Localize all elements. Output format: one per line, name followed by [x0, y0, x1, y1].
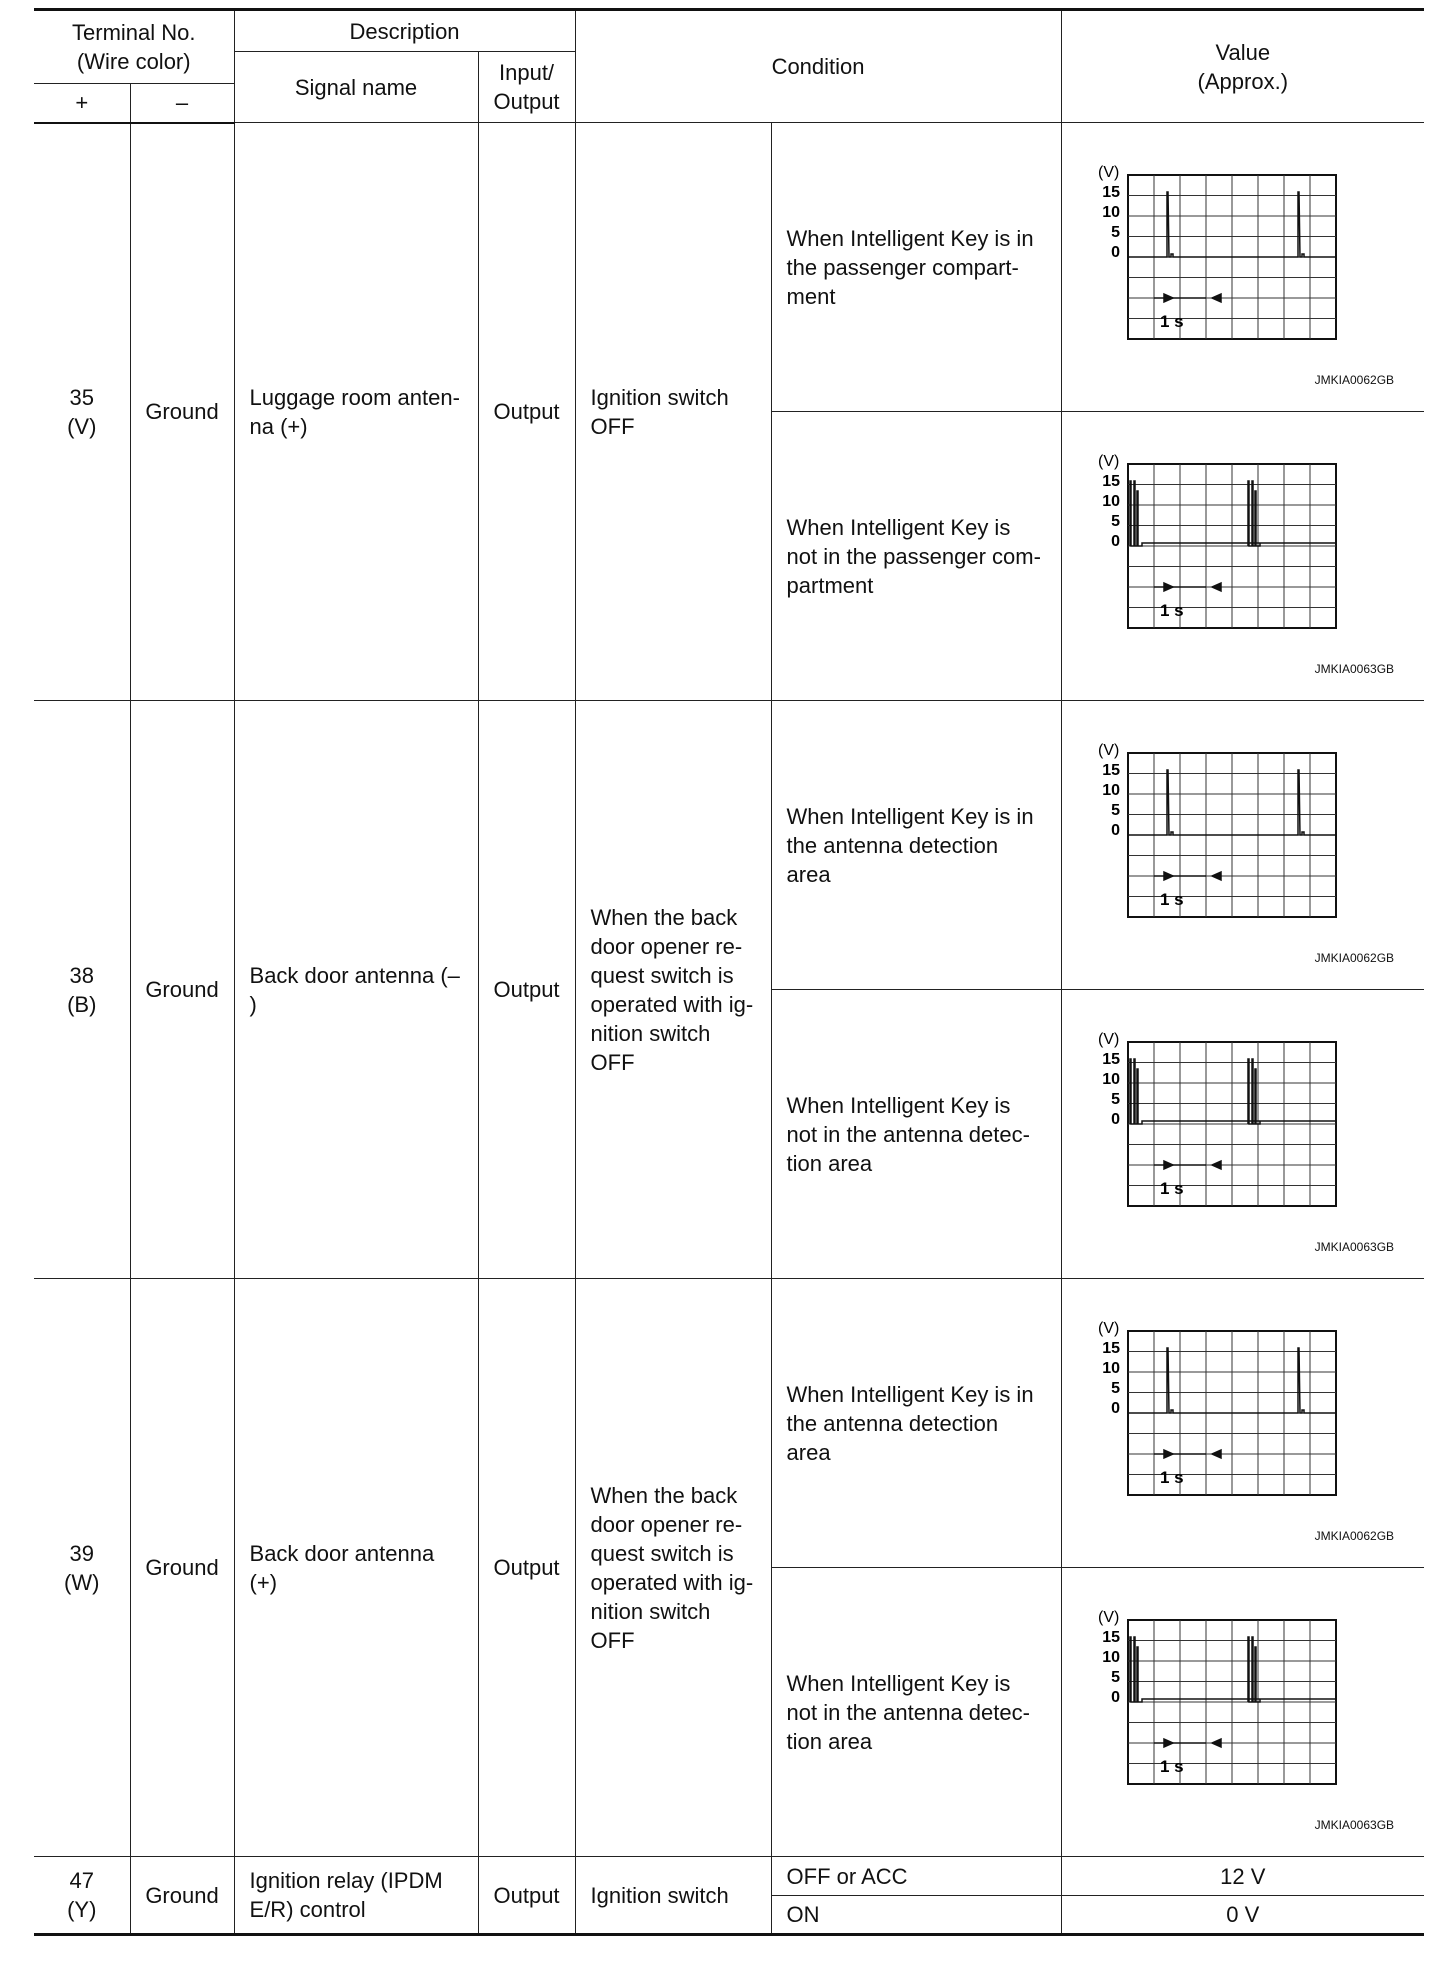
tick-label: 15: [1101, 762, 1120, 779]
sub-condition-line: ment: [786, 283, 836, 309]
tick-label: 10: [1101, 493, 1120, 510]
io-cell: Output: [478, 1857, 575, 1935]
waveform-cell: [1061, 1279, 1424, 1568]
terminal-no-header: [34, 10, 234, 84]
minus-header: –: [130, 84, 234, 123]
sub-condition-cell: [771, 990, 1061, 1279]
terminal-number: 47: [69, 1868, 94, 1893]
condition-cell: [575, 701, 771, 1279]
signal-name-line: Back door antenna (–: [249, 962, 460, 988]
ground-cell: Ground: [130, 1857, 234, 1935]
tick-label: 10: [1101, 782, 1120, 799]
tick-label: 10: [1101, 1649, 1120, 1666]
figure-code: JMKIA0063GB: [1314, 1240, 1395, 1254]
tick-label: 0: [1110, 1111, 1120, 1128]
waveform-figure: [1094, 1030, 1344, 1212]
condition-line: When the back: [590, 1482, 738, 1508]
signal-name-cell: [234, 701, 478, 1279]
ground-cell: Ground: [130, 701, 234, 1279]
waveform-trace: [1130, 1637, 1336, 1702]
signal-name-line: ): [249, 991, 257, 1017]
sub-condition-line: When Intelligent Key is in: [786, 1381, 1034, 1407]
sub-condition-cell: [771, 123, 1061, 412]
sub-condition-line: not in the antenna detec-: [786, 1121, 1030, 1147]
signal-name-cell: [234, 1857, 478, 1935]
voltage-value-cell: 12 V: [1061, 1857, 1424, 1896]
condition-line: operated with ig-: [590, 1569, 754, 1595]
table-row: [34, 701, 1424, 990]
tick-label: 15: [1101, 1051, 1120, 1068]
condition-line: quest switch is: [590, 1540, 734, 1566]
tick-label: 15: [1101, 1629, 1120, 1646]
time-scale-label: 1 s: [1159, 601, 1184, 620]
condition-cell: [575, 1279, 771, 1857]
tick-label: 0: [1110, 1400, 1120, 1417]
unit-label: (V): [1097, 742, 1119, 759]
time-scale-label: 1 s: [1159, 1179, 1184, 1198]
waveform-figure: [1094, 1608, 1344, 1790]
sub-condition-line: tion area: [786, 1150, 873, 1176]
sub-condition-line: the passenger compart-: [786, 254, 1019, 280]
wire-color: (Y): [67, 1897, 97, 1922]
terminal-number: 38: [69, 962, 94, 988]
io-label-2: Output: [493, 89, 560, 114]
condition-line: door opener re-: [590, 1511, 743, 1537]
io-cell: Output: [478, 701, 575, 1279]
ground-cell: Ground: [130, 1279, 234, 1857]
signal-name-line: (+): [249, 1569, 278, 1595]
tick-label: 15: [1101, 184, 1120, 201]
signal-name-cell: [234, 1279, 478, 1857]
waveform-trace: [1130, 481, 1336, 546]
switch-state-cell: ON: [771, 1896, 1061, 1935]
unit-label: (V): [1097, 453, 1119, 470]
tick-label: 5: [1110, 224, 1120, 241]
sub-condition-line: When Intelligent Key is in: [786, 225, 1034, 251]
sub-condition-line: the antenna detection: [786, 832, 999, 858]
terminal-table-page: [34, 8, 1424, 1974]
switch-state-cell: OFF or ACC: [771, 1857, 1061, 1896]
value-label: Value: [1215, 39, 1271, 65]
sub-condition-line: partment: [786, 572, 874, 598]
tick-label: 5: [1110, 802, 1120, 819]
unit-label: (V): [1097, 164, 1119, 181]
condition-line: operated with ig-: [590, 991, 754, 1017]
condition-cell: [575, 123, 771, 701]
description-header: Description: [234, 10, 575, 52]
signal-name-line: Luggage room anten-: [249, 384, 460, 410]
ground-cell: Ground: [130, 123, 234, 701]
condition-line: door opener re-: [590, 933, 743, 959]
condition-line: nition switch: [590, 1598, 711, 1624]
condition-line: Ignition switch: [590, 384, 729, 410]
figure-code: JMKIA0063GB: [1314, 1818, 1395, 1832]
waveform-figure: [1094, 163, 1344, 345]
tick-label: 5: [1110, 1091, 1120, 1108]
time-scale-label: 1 s: [1159, 890, 1184, 909]
sub-condition-line: not in the antenna detec-: [786, 1699, 1030, 1725]
terminal-cell: [34, 123, 130, 701]
unit-label: (V): [1097, 1609, 1119, 1626]
waveform-cell: [1061, 1568, 1424, 1857]
wire-color: (V): [67, 413, 97, 439]
condition-line: quest switch is: [590, 962, 734, 988]
sub-condition-cell: [771, 1568, 1061, 1857]
condition-line: nition switch: [590, 1020, 711, 1046]
tick-label: 0: [1110, 822, 1120, 839]
signal-name-line: na (+): [249, 413, 308, 439]
condition-cell: Ignition switch: [575, 1857, 771, 1935]
condition-line: OFF: [590, 413, 635, 439]
figure-code: JMKIA0062GB: [1314, 373, 1395, 387]
terminal-cell: [34, 701, 130, 1279]
sub-condition-line: tion area: [786, 1728, 873, 1754]
terminal-no-label: Terminal No.: [72, 20, 196, 45]
io-cell: Output: [478, 123, 575, 701]
time-scale-label: 1 s: [1159, 312, 1184, 331]
tick-label: 0: [1110, 244, 1120, 261]
tick-label: 5: [1110, 1669, 1120, 1686]
condition-line: When the back: [590, 904, 738, 930]
sub-condition-cell: [771, 1279, 1061, 1568]
sub-condition-line: area: [786, 1439, 831, 1465]
waveform-cell: [1061, 990, 1424, 1279]
terminal-number: 39: [69, 1540, 94, 1566]
condition-header: Condition: [575, 10, 1061, 123]
time-scale-label: 1 s: [1159, 1468, 1184, 1487]
signal-name-line: Ignition relay (IPDM: [249, 1868, 443, 1893]
tick-label: 5: [1110, 1380, 1120, 1397]
signal-name-line: E/R) control: [249, 1897, 366, 1922]
tick-label: 15: [1101, 473, 1120, 490]
waveform-cell: [1061, 412, 1424, 701]
unit-label: (V): [1097, 1320, 1119, 1337]
condition-line: OFF: [590, 1049, 635, 1075]
tick-label: 15: [1101, 1340, 1120, 1357]
sub-condition-line: area: [786, 861, 831, 887]
figure-code: JMKIA0062GB: [1314, 951, 1395, 965]
wire-color-label: (Wire color): [76, 49, 191, 74]
wire-color: (W): [64, 1569, 100, 1595]
sub-condition-line: When Intelligent Key is: [786, 514, 1011, 540]
table-row: [34, 1857, 1424, 1896]
tick-label: 10: [1101, 1360, 1120, 1377]
waveform-cell: [1061, 701, 1424, 990]
signal-name-header: Signal name: [234, 52, 478, 123]
voltage-value-cell: 0 V: [1061, 1896, 1424, 1935]
tick-label: 0: [1110, 1689, 1120, 1706]
unit-label: (V): [1097, 1031, 1119, 1048]
terminal-cell: [34, 1857, 130, 1935]
waveform-cell: [1061, 123, 1424, 412]
waveform-figure: [1094, 1319, 1344, 1501]
sub-condition-line: not in the passenger com-: [786, 543, 1041, 569]
io-label-1: Input/: [499, 60, 555, 85]
terminal-cell: [34, 1279, 130, 1857]
signal-name-cell: [234, 123, 478, 701]
io-cell: Output: [478, 1279, 575, 1857]
terminal-table: [34, 8, 1424, 1936]
sub-condition-line: When Intelligent Key is in: [786, 803, 1034, 829]
sub-condition-cell: [771, 701, 1061, 990]
waveform-figure: [1094, 452, 1344, 634]
wire-color: (B): [67, 991, 97, 1017]
waveform-figure: [1094, 741, 1344, 923]
tick-label: 5: [1110, 513, 1120, 530]
table-row: [34, 1279, 1424, 1568]
sub-condition-line: When Intelligent Key is: [786, 1092, 1011, 1118]
tick-label: 10: [1101, 204, 1120, 221]
tick-label: 10: [1101, 1071, 1120, 1088]
time-scale-label: 1 s: [1159, 1757, 1184, 1776]
condition-line: OFF: [590, 1627, 635, 1653]
io-header: [478, 52, 575, 123]
figure-code: JMKIA0062GB: [1314, 1529, 1395, 1543]
waveform-trace: [1130, 1059, 1336, 1124]
sub-condition-line: When Intelligent Key is: [786, 1670, 1011, 1696]
approx-label: (Approx.): [1197, 68, 1289, 94]
sub-condition-cell: [771, 412, 1061, 701]
value-header: [1061, 10, 1424, 123]
plus-header: +: [34, 84, 130, 123]
table-row: [34, 123, 1424, 412]
tick-label: 0: [1110, 533, 1120, 550]
sub-condition-line: the antenna detection: [786, 1410, 999, 1436]
signal-name-line: Back door antenna: [249, 1540, 435, 1566]
terminal-number: 35: [69, 384, 94, 410]
figure-code: JMKIA0063GB: [1314, 662, 1395, 676]
